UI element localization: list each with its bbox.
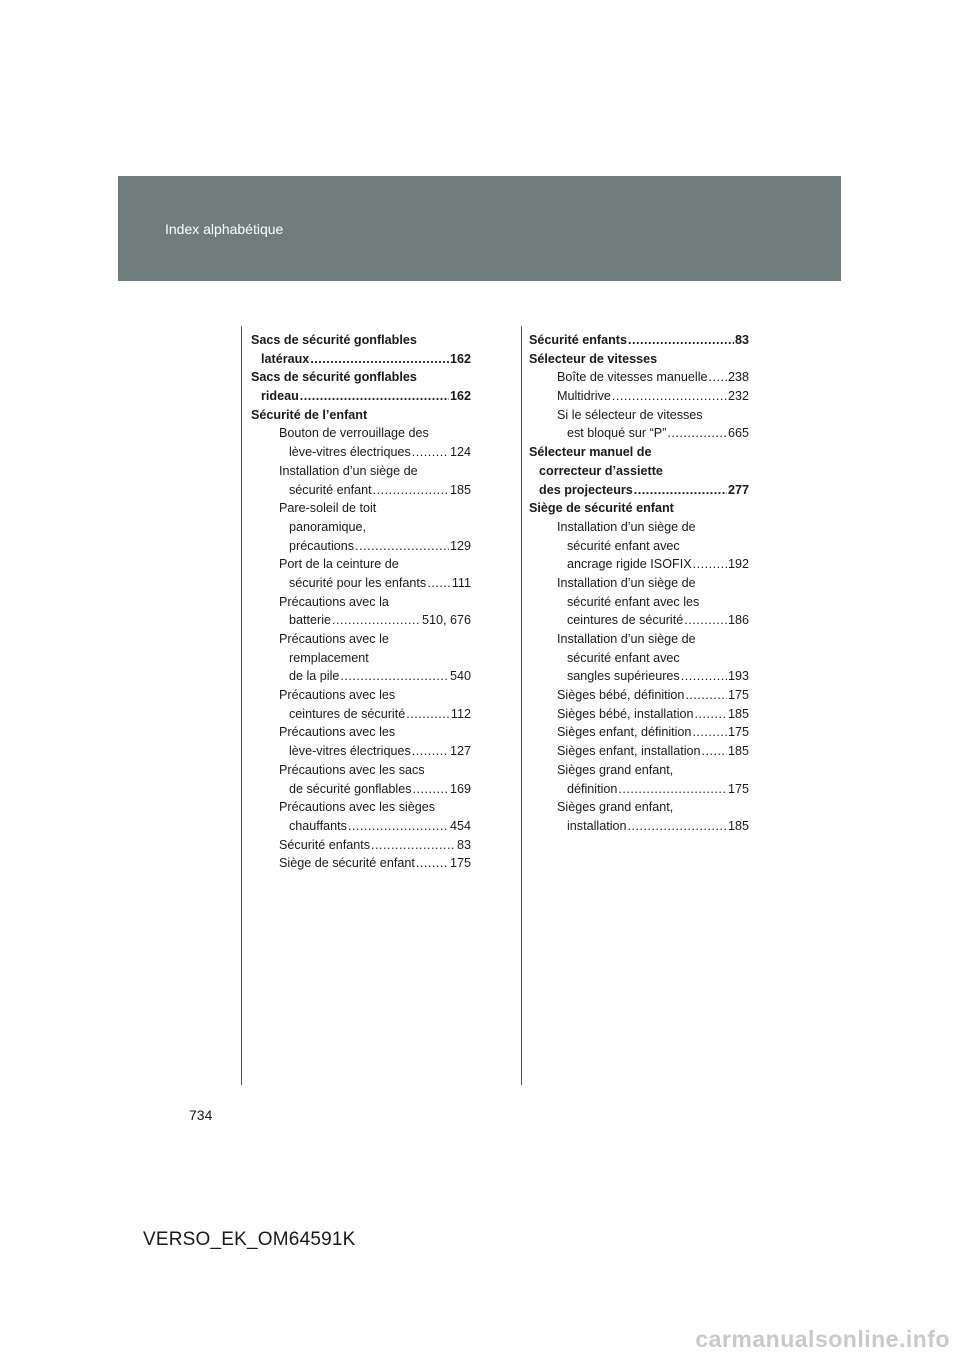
index-entry-text: Précautions avec les sacs — [279, 762, 425, 777]
leader-dots — [685, 686, 727, 705]
index-entry-text: ceintures de sécurité — [289, 706, 406, 721]
index-entry-text: sécurité enfant — [289, 482, 372, 497]
index-entry-text: sécurité enfant avec — [567, 650, 680, 665]
leader-dots — [709, 368, 727, 387]
index-entry-text: Sacs de sécurité gonflables — [251, 370, 417, 385]
leader-dots — [348, 817, 449, 836]
index-entry-text: Précautions avec les sièges — [279, 800, 436, 815]
index-entry-text: Sélecteur manuel de — [529, 445, 652, 460]
leader-dots — [612, 387, 727, 406]
index-entry — [251, 424, 471, 443]
index-entry — [529, 649, 749, 668]
index-entry — [251, 649, 471, 668]
index-entry-text: de sécurité gonflables — [289, 781, 412, 796]
index-entry — [529, 424, 749, 443]
index-entry-text: des projecteurs — [539, 482, 633, 497]
leader-dots — [416, 854, 449, 873]
index-entry-text: Installation d’un siège de — [557, 575, 696, 590]
index-entry — [529, 518, 749, 537]
leader-dots — [373, 481, 449, 500]
index-entry — [529, 798, 749, 817]
index-entry — [251, 387, 471, 406]
index-entry-text: Sièges bébé, définition — [557, 688, 685, 703]
index-entry-page: 185 — [727, 744, 749, 759]
index-entry-text: ceintures de sécurité — [567, 613, 684, 628]
index-entry-text: Sièges enfant, installation — [557, 744, 701, 759]
index-entry-page: 127 — [449, 744, 471, 759]
index-entry — [251, 406, 471, 425]
index-entry-text: Siège de sécurité enfant — [529, 501, 674, 516]
watermark: carmanualsonline.info — [695, 1326, 950, 1352]
index-entry-text: Installation d’un siège de — [557, 519, 696, 534]
leader-dots — [695, 705, 727, 724]
index-entry — [251, 630, 471, 649]
leader-dots — [355, 537, 449, 556]
index-entry-text: précautions — [289, 538, 355, 553]
index-entry-text: Sièges grand enfant, — [557, 800, 674, 815]
leader-dots — [340, 667, 449, 686]
index-entry-text: Sièges grand enfant, — [557, 762, 674, 777]
document-code: VERSO_EK_OM64591K — [143, 1229, 356, 1250]
index-entry-page: 175 — [727, 688, 749, 703]
index-entry-text: Précautions avec la — [279, 594, 389, 609]
index-entry — [251, 537, 471, 556]
index-entry — [251, 780, 471, 799]
index-entry — [529, 593, 749, 612]
index-entry-text: sangles supérieures — [567, 669, 680, 684]
leader-dots — [413, 780, 449, 799]
index-entry-page: 111 — [451, 575, 471, 590]
index-entry-page: 454 — [449, 818, 471, 833]
leader-dots — [693, 555, 727, 574]
index-entry-page: 665 — [727, 426, 749, 441]
index-entry-text: Sécurité enfants — [529, 333, 627, 347]
leader-dots — [667, 424, 727, 443]
index-entry — [251, 574, 471, 593]
index-entry-text: lève-vitres électriques — [289, 445, 411, 460]
index-entry-page: 510, 676 — [421, 613, 471, 628]
header-band — [118, 176, 841, 281]
index-entry-text: chauffants — [289, 818, 347, 833]
index-entry-page: 169 — [449, 781, 471, 796]
index-entry-text: de la pile — [289, 669, 340, 684]
index-entry-text: Port de la ceinture de — [279, 557, 399, 572]
index-entry-page: 193 — [727, 669, 749, 684]
index-entry-page: 83 — [734, 333, 749, 347]
index-entry — [251, 518, 471, 537]
index-entry — [529, 350, 749, 369]
index-entry-page: 186 — [727, 613, 749, 628]
index-entry-page: 540 — [449, 669, 471, 684]
index-entry-page: 175 — [727, 781, 749, 796]
index-entry — [251, 611, 471, 630]
index-entry-text: Sièges enfant, définition — [557, 725, 692, 740]
index-entry-page: 192 — [727, 557, 749, 572]
index-entry-text: panoramique, — [289, 519, 367, 534]
index-entry-text: Pare-soleil de toit — [279, 501, 377, 516]
section-title: Index alphabétique — [165, 221, 284, 237]
index-entry-page: 175 — [727, 725, 749, 740]
index-entry-text: sécurité enfant avec les — [567, 594, 700, 609]
index-entry-text: Précautions avec le — [279, 632, 389, 646]
leader-dots — [618, 780, 727, 799]
index-entry-text: Sécurité enfants — [279, 837, 371, 852]
index-entry-text: Siège de sécurité enfant — [279, 856, 415, 871]
index-entry-page: 185 — [727, 706, 749, 721]
index-entry — [251, 350, 471, 369]
index-entry — [529, 481, 749, 500]
index-entry — [529, 817, 749, 836]
index-entry — [529, 406, 749, 425]
index-entry-page: 112 — [450, 706, 471, 721]
leader-dots — [681, 667, 727, 686]
index-entry-text: est bloqué sur “P” — [567, 426, 667, 441]
index-entry-text: Multidrive — [557, 389, 611, 404]
index-entry — [529, 499, 749, 518]
index-entry — [251, 499, 471, 518]
index-entry-text: Précautions avec les — [279, 688, 396, 703]
leader-dots — [412, 742, 449, 761]
index-entry — [529, 368, 749, 387]
index-entry-text: Sièges bébé, installation — [557, 706, 694, 721]
index-entry — [251, 723, 471, 742]
index-entry-text: Précautions avec les — [279, 725, 396, 740]
leader-dots — [300, 387, 449, 406]
index-entry — [529, 555, 749, 574]
index-entry-page: 162 — [449, 389, 471, 404]
leader-dots — [371, 836, 456, 855]
page-number: 734 — [189, 1107, 213, 1123]
index-entry-text: correcteur d’assiette — [539, 463, 663, 478]
index-entry — [529, 780, 749, 799]
index-entry-page: 129 — [449, 538, 471, 553]
index-entry-page: 185 — [449, 482, 471, 497]
index-entry — [529, 611, 749, 630]
index-entry-text: Installation d’un siège de — [279, 463, 418, 478]
index-entry-text: Si le sélecteur de vitesses — [557, 407, 703, 422]
index-entry — [529, 574, 749, 593]
index-entry-page: 162 — [449, 351, 471, 366]
leader-dots — [628, 817, 727, 836]
index-entry-text: Sélecteur de vitesses — [529, 351, 658, 366]
index-entry — [529, 723, 749, 742]
index-entry — [251, 593, 471, 612]
index-entry — [251, 368, 471, 387]
right-column-rule — [521, 326, 522, 1085]
index-entry-page: 238 — [727, 370, 749, 385]
index-entry — [251, 817, 471, 836]
leader-dots — [310, 350, 449, 369]
index-entry-text: Boîte de vitesses manuelle — [557, 370, 708, 385]
index-entry — [529, 331, 749, 350]
leader-dots — [332, 611, 421, 630]
leader-dots — [412, 443, 449, 462]
index-entry — [251, 686, 471, 705]
index-entry-text: sécurité pour les enfants — [289, 575, 427, 590]
leader-dots — [684, 611, 727, 630]
index-entry — [251, 836, 471, 855]
index-entry — [251, 705, 471, 724]
leader-dots — [692, 723, 727, 742]
index-entry — [251, 462, 471, 481]
index-entry — [529, 537, 749, 556]
leader-dots — [406, 705, 450, 724]
index-entry — [529, 462, 749, 481]
index-entry-text: définition — [567, 781, 618, 796]
index-entry — [529, 761, 749, 780]
leader-dots — [427, 574, 451, 593]
left-column-rule — [241, 326, 242, 1085]
index-entry-page: 232 — [727, 389, 749, 404]
index-entry — [251, 481, 471, 500]
index-entry — [529, 443, 749, 462]
index-entry-text: Sacs de sécurité gonflables — [251, 333, 417, 347]
index-entry — [251, 854, 471, 873]
index-entry-text: installation — [567, 818, 627, 833]
index-entry — [251, 798, 471, 817]
index-entry — [529, 667, 749, 686]
index-entry-page: 185 — [727, 818, 749, 833]
index-entry — [251, 331, 471, 350]
index-column-right — [529, 331, 749, 836]
index-column-left — [251, 331, 471, 873]
index-entry — [529, 705, 749, 724]
index-entry-text: Sécurité de l’enfant — [251, 407, 368, 422]
index-entry-text: batterie — [289, 613, 332, 628]
index-entry — [251, 667, 471, 686]
index-entry-text: latéraux — [261, 351, 310, 366]
index-entry — [529, 686, 749, 705]
index-entry — [251, 742, 471, 761]
index-entry-text: rideau — [261, 389, 299, 404]
index-entry — [251, 761, 471, 780]
index-entry-text: lève-vitres électriques — [289, 744, 411, 759]
index-entry — [529, 630, 749, 649]
index-entry-text: Bouton de verrouillage des — [279, 426, 429, 441]
index-entry-text: sécurité enfant avec — [567, 538, 680, 553]
index-entry-text: Installation d’un siège de — [557, 632, 696, 646]
leader-dots — [634, 481, 727, 500]
index-entry — [251, 555, 471, 574]
index-entry-text: remplacement — [289, 650, 369, 665]
index-entry — [529, 742, 749, 761]
leader-dots — [628, 331, 734, 350]
index-entry-page: 124 — [449, 445, 471, 460]
index-entry-page: 83 — [456, 837, 471, 852]
index-entry-page: 175 — [449, 856, 471, 871]
index-entry — [251, 443, 471, 462]
index-entry — [529, 387, 749, 406]
index-entry-text: ancrage rigide ISOFIX — [567, 557, 692, 572]
index-entry-page: 277 — [727, 482, 749, 497]
leader-dots — [702, 742, 727, 761]
